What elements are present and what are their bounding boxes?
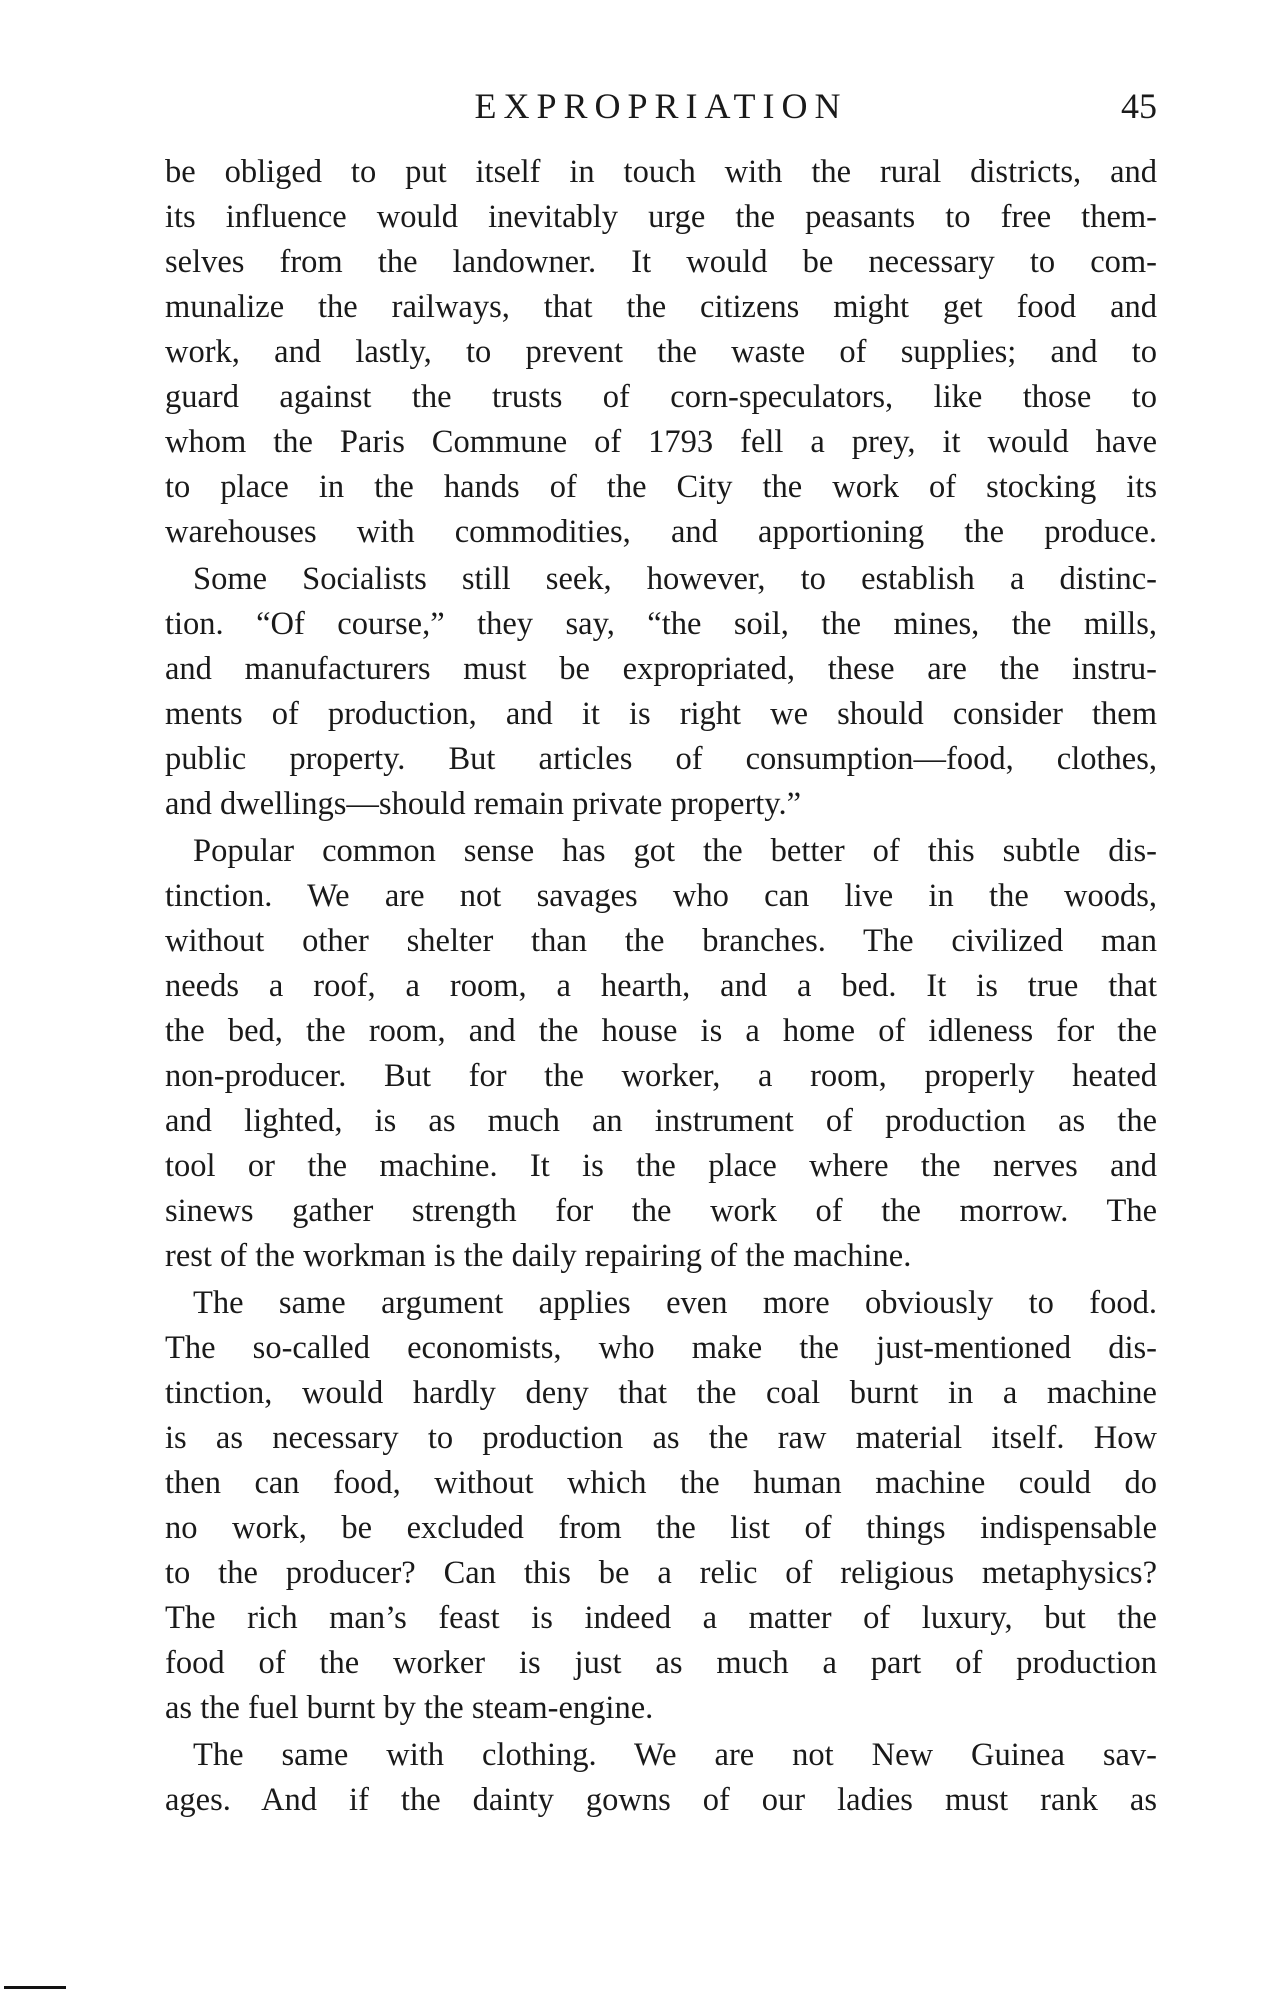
text-line: ages. And if the dainty gowns of our ladies must rank as (165, 1782, 1157, 1818)
text-line: whom the Paris Commune of 1793 fell a prey, it would have (165, 424, 1157, 460)
text-line: selves from the landowner. It would be necessary to com- (165, 244, 1157, 280)
text-line: rest of the workman is the daily repairing of the machine. (165, 1238, 912, 1274)
text-line: to the producer? Can this be a relic of religious metaphysics? (165, 1555, 1157, 1591)
text-line: no work, be excluded from the list of things indispensable (165, 1510, 1157, 1546)
page-header (165, 76, 1157, 136)
page-number: 45 (1121, 86, 1157, 126)
text-line: without other shelter than the branches. The civilized man (165, 923, 1157, 959)
body-text (165, 150, 1157, 1823)
text-line: needs a roof, a room, a hearth, and a bed. It is true that (165, 968, 1157, 1004)
text-line: to place in the hands of the City the work of stocking its (165, 469, 1157, 505)
text-line: the bed, the room, and the house is a home of idleness for the (165, 1013, 1157, 1049)
text-line: warehouses with commodities, and apportioning the produce. (165, 514, 1157, 550)
text-line: non-producer. But for the worker, a room, properly heated (165, 1058, 1157, 1094)
text-line: Popular common sense has got the better of this subtle dis- (193, 833, 1157, 869)
text-line: food of the worker is just as much a part of production (165, 1645, 1157, 1681)
text-line: The same with clothing. We are not New Guinea sav- (193, 1737, 1157, 1773)
text-line: be obliged to put itself in touch with the rural districts, and (165, 154, 1157, 190)
text-line: is as necessary to production as the raw material itself. How (165, 1420, 1157, 1456)
text-line: The so-called economists, who make the just-mentioned dis- (165, 1330, 1157, 1366)
text-line: Some Socialists still seek, however, to establish a distinc- (193, 561, 1157, 597)
text-line: and lighted, is as much an instrument of production as the (165, 1103, 1157, 1139)
text-line: The same argument applies even more obviously to food. (193, 1285, 1157, 1321)
text-line: work, and lastly, to prevent the waste of supplies; and to (165, 334, 1157, 370)
text-line: guard against the trusts of corn-speculators, like those to (165, 379, 1157, 415)
text-line: munalize the railways, that the citizens might get food and (165, 289, 1157, 325)
text-line: tion. “Of course,” they say, “the soil, the mines, the mills, (165, 606, 1157, 642)
text-line: as the fuel burnt by the steam-engine. (165, 1690, 654, 1726)
text-line: and manufacturers must be expropriated, these are the instru- (165, 651, 1157, 687)
text-line: The rich man’s feast is indeed a matter of luxury, but the (165, 1600, 1157, 1636)
running-head: EXPROPRIATION (474, 86, 848, 126)
text-line: then can food, without which the human machine could do (165, 1465, 1157, 1501)
text-line: ments of production, and it is right we should consider them (165, 696, 1157, 732)
text-line: sinews gather strength for the work of the morrow. The (165, 1193, 1157, 1229)
corner-rule-mark (4, 1986, 66, 1989)
text-line: tool or the machine. It is the place where the nerves and (165, 1148, 1157, 1184)
text-line: tinction, would hardly deny that the coal burnt in a machine (165, 1375, 1157, 1411)
text-line: and dwellings—should remain private property.” (165, 786, 801, 822)
text-line: tinction. We are not savages who can live in the woods, (165, 878, 1157, 914)
text-line: public property. But articles of consumption—food, clothes, (165, 741, 1157, 777)
text-line: its influence would inevitably urge the peasants to free them- (165, 199, 1157, 235)
